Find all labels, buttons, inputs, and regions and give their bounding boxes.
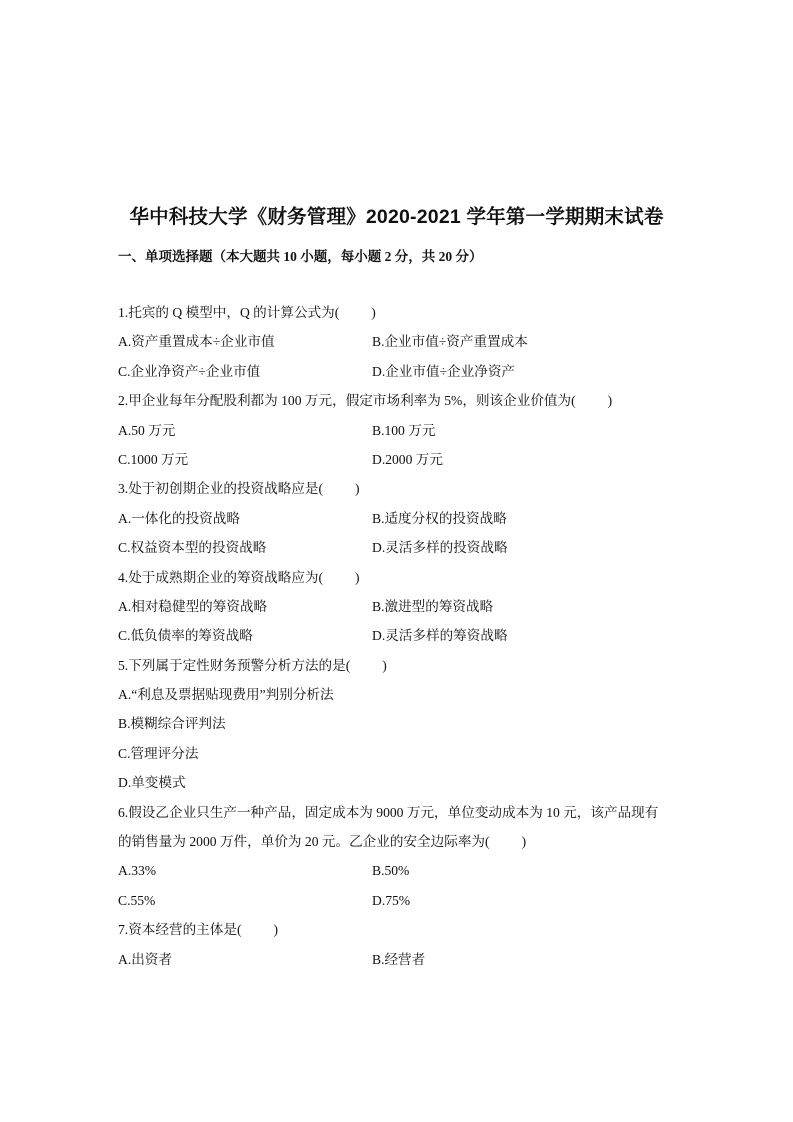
- answer-option: C.低负债率的筹资战略: [118, 628, 253, 644]
- question-stem: [118, 651, 688, 680]
- answer-option: C.企业净资产÷企业市值: [118, 363, 261, 379]
- question-stem: [118, 827, 688, 856]
- question-stem: [118, 915, 688, 944]
- stem-close: ): [382, 657, 387, 673]
- answer-option: B.适度分权的投资战略: [372, 510, 507, 526]
- answer-option: D.2000 万元: [372, 451, 443, 467]
- stem-text: 6.假设乙企业只生产一种产品，固定成本为 9000 万元，单位变动成本为 10 元，该产品现有: [118, 804, 659, 820]
- option-row: [118, 709, 688, 738]
- answer-option: C.55%: [118, 892, 156, 908]
- answer-option: A.50 万元: [118, 422, 176, 438]
- stem-text: 1.托宾的 Q 模型中，Q 的计算公式为(: [118, 305, 340, 320]
- answer-option: B.50%: [372, 863, 410, 879]
- question-stem: [118, 474, 688, 503]
- stem-close: ): [371, 305, 376, 320]
- answer-option: A.出资者: [118, 951, 172, 967]
- stem-text: 2.甲企业每年分配股利都为 100 万元，假定市场利率为 5%，则该企业价值为(: [118, 393, 576, 409]
- answer-option: C.管理评分法: [118, 745, 199, 761]
- question-stem: [118, 298, 688, 327]
- stem-text: 3.处于初创期企业的投资战略应是(: [118, 481, 324, 497]
- stem-close: ): [355, 481, 360, 497]
- answer-blank: [241, 915, 273, 944]
- section-heading: 一、单项选择题（本大题共 10 小题，每小题 2 分，共 20 分）: [118, 249, 483, 264]
- stem-text: 5.下列属于定性财务预警分析方法的是(: [118, 657, 351, 673]
- stem-text: 7.资本经营的主体是(: [118, 922, 242, 938]
- option-row: [118, 416, 688, 445]
- answer-option: D.灵活多样的投资战略: [372, 540, 508, 556]
- option-row: [118, 945, 688, 974]
- answer-blank: [576, 386, 608, 415]
- answer-blank: [339, 298, 371, 327]
- answer-blank: [323, 474, 355, 503]
- answer-option: B.激进型的筹资战略: [372, 598, 494, 614]
- option-row: [118, 357, 688, 386]
- answer-option: D.单变模式: [118, 775, 186, 791]
- option-row: [118, 768, 688, 797]
- answer-option: C.1000 万元: [118, 451, 189, 467]
- answer-option: B.经营者: [372, 951, 426, 967]
- answer-option: A.一体化的投资战略: [118, 510, 240, 526]
- answer-option: D.75%: [372, 892, 411, 908]
- option-row: [118, 592, 688, 621]
- option-row: [118, 680, 688, 709]
- answer-blank: [490, 827, 522, 856]
- option-row: [118, 621, 688, 650]
- document-title: 华中科技大学《财务管理》2020-2021 学年第一学期期末试卷: [129, 206, 664, 228]
- answer-option: A.资产重置成本÷企业市值: [118, 334, 275, 350]
- answer-option: A.“利息及票据贴现费用”判别分析法: [118, 687, 334, 703]
- option-row: [118, 533, 688, 562]
- answer-option: D.灵活多样的筹资战略: [372, 628, 508, 644]
- question-list: [118, 298, 688, 974]
- answer-blank: [323, 563, 355, 592]
- answer-option: A.33%: [118, 863, 157, 879]
- option-row: [118, 327, 688, 356]
- option-row: [118, 504, 688, 533]
- question-stem: [118, 798, 688, 827]
- answer-option: D.企业市值÷企业净资产: [372, 363, 516, 379]
- question-stem: [118, 386, 688, 415]
- question-stem: [118, 563, 688, 592]
- answer-option: B.100 万元: [372, 422, 436, 438]
- answer-option: A.相对稳健型的筹资战略: [118, 598, 268, 614]
- answer-option: B.企业市值÷资产重置成本: [372, 334, 528, 350]
- stem-close: ): [521, 834, 527, 850]
- option-row: [118, 445, 688, 474]
- option-row: [118, 739, 688, 768]
- option-row: [118, 856, 688, 885]
- stem-close: ): [607, 393, 613, 409]
- answer-blank: [350, 651, 382, 680]
- answer-option: B.模糊综合评判法: [118, 716, 226, 732]
- answer-option: C.权益资本型的投资战略: [118, 540, 267, 556]
- stem-text: 4.处于成熟期企业的筹资战略应为(: [118, 569, 324, 585]
- stem-close: ): [273, 922, 279, 938]
- option-row: [118, 886, 688, 915]
- stem-text: 的销售量为 2000 万件，单价为 20 元。乙企业的安全边际率为(: [118, 834, 490, 850]
- stem-close: ): [355, 569, 360, 585]
